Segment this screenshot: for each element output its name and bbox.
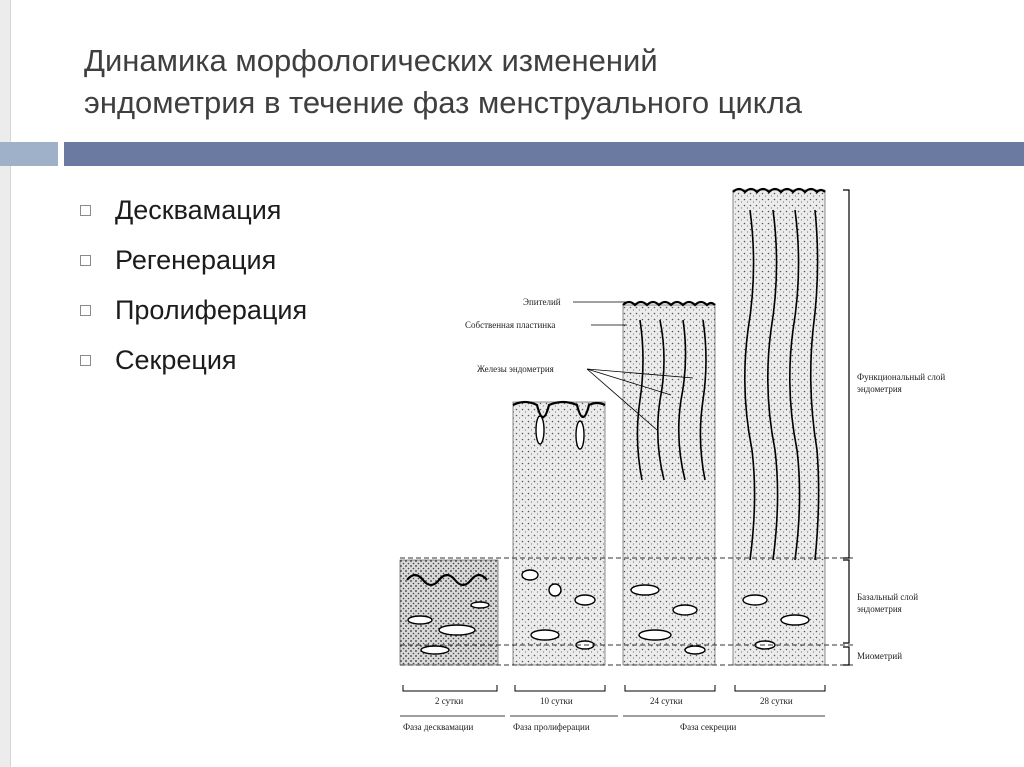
label-phase-proliferation: Фаза пролиферации — [513, 722, 590, 732]
title-band-accent — [0, 142, 58, 166]
column-day-2 — [400, 560, 498, 665]
label-endometrial-glands: Железы эндометрия — [477, 364, 554, 374]
endometrium-figure — [395, 180, 946, 740]
title-line-2: эндометрия в течение фаз менструального цикла — [84, 85, 803, 120]
square-bullet-icon — [80, 355, 91, 366]
label-day-2: 2 сутки — [435, 696, 464, 706]
square-bullet-icon — [80, 305, 91, 316]
square-bullet-icon — [80, 255, 91, 266]
label-day-10: 10 сутки — [540, 696, 573, 706]
column-day-24 — [623, 302, 715, 665]
bullet-list — [80, 185, 307, 385]
bullet-item — [80, 235, 307, 285]
label-lamina-propria: Собственная пластинка — [465, 320, 556, 330]
slide-edge-rule — [0, 0, 11, 767]
title-line-1: Динамика морфологических изменений — [84, 43, 658, 78]
column-day-10 — [513, 402, 605, 665]
bullet-item — [80, 185, 307, 235]
label-phase-desquamation: Фаза десквамации — [403, 722, 474, 732]
label-functional-layer-2: эндометрия — [857, 384, 902, 394]
label-basal-layer-1: Базальный слой — [857, 592, 919, 602]
column-day-28 — [733, 189, 825, 665]
myometrium-bracket — [843, 647, 849, 665]
label-phase-secretion: Фаза секреции — [680, 722, 737, 732]
basal-layer-bracket — [843, 560, 849, 643]
bullet-item — [80, 285, 307, 335]
bullet-text: Пролиферация — [115, 294, 308, 325]
bullet-item — [80, 335, 307, 385]
label-epithelium: Эпителий — [523, 297, 561, 307]
square-bullet-icon — [80, 205, 91, 216]
label-myometrium: Миометрий — [857, 651, 903, 661]
bullet-text: Десквамация — [115, 194, 282, 225]
title-band — [64, 142, 1024, 166]
label-day-24: 24 сутки — [650, 696, 683, 706]
bullet-text: Секреция — [115, 344, 237, 375]
slide-title — [84, 40, 984, 124]
label-day-28: 28 сутки — [760, 696, 793, 706]
label-functional-layer-1: Функциональный слой — [857, 372, 946, 382]
functional-layer-bracket — [843, 190, 849, 558]
bullet-text: Регенерация — [115, 244, 277, 275]
endometrium-diagram — [395, 180, 946, 740]
label-basal-layer-2: эндометрия — [857, 604, 902, 614]
